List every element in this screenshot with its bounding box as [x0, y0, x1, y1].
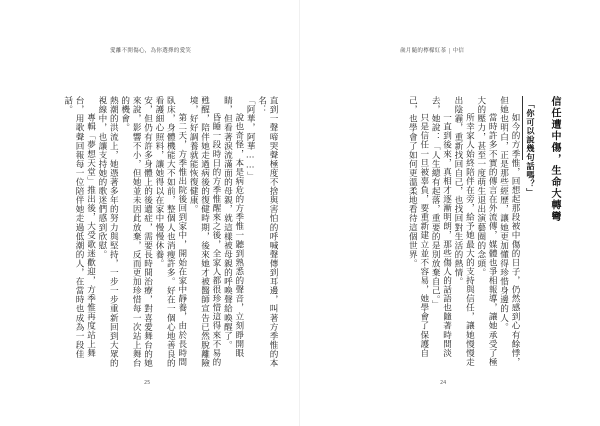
left-paragraph-8: 專輯「夢想天堂」推出後，大受歌迷歡迎，方季惟再度站上舞台，用歌聲回報每一位陪伴她走過低潮的人，在當時也成為一段佳話。 [62, 96, 96, 359]
right-paragraph-1: 如今的方季惟，回想起那段被中傷的日子，仍然感到心有餘悸，但她也明白，正是那些經歷，讓她更加懂得珍惜身邊的人。 [498, 96, 520, 367]
right-running-head-tag: 中信 [452, 48, 465, 54]
left-paragraph-4: 昏睡一段時日的方季惟醒來之後，全家人都很珍惜這得來不易的甦醒，陪伴她走過病後的復健時期，後來她才被醫師宣告已然脫離險境，好好調養就能恢復健康。 [188, 96, 221, 368]
right-paragraph-2: 當時許多不實的傳言在外流傳，媒體也爭相報導，讓她承受了極大的壓力，甚至一度萌生退出演藝圈的念頭。 [475, 96, 498, 367]
right-running-head-title: 歲月隨的檸檬紅茶 [400, 48, 447, 54]
left-page-number: 25 [144, 380, 151, 386]
right-page-number: 24 [440, 380, 447, 386]
left-body-text [56, 96, 278, 374]
section-title: 信任遭中傷，生命大轉彎 [549, 96, 560, 223]
right-paragraph-5: 只是信任一旦被辜負，要重新建立並不容易，她學會了保護自己，也學會了如何更溫柔地看待這個世界。 [407, 96, 429, 358]
left-paragraph-6: 安，但仍有許多身體上的後遺症，需要長時間治療，對喜愛舞台的她來說，影響不小，但她並未因此放棄，反而更加珍惜每一次站上舞台的機會。 [119, 96, 153, 368]
left-paragraph-2: 「阿華，阿華……」 [245, 96, 256, 181]
left-paragraph-3: 說也奇怪，本是病危的方季惟一聽到熟悉的聲音，立刻睜開眼睛，但看著淚流滿面的母親，就這樣被母親的呼喚聲給喚醒了。 [222, 96, 244, 358]
right-body-text [380, 96, 520, 374]
running-head-separator: | [448, 48, 451, 54]
left-running-head: 愛離不開傷心，為你選擇的愛笑 [110, 48, 192, 54]
right-page [300, 0, 600, 426]
question-heading: 「你可以說幾句話嗎？」 [526, 100, 536, 197]
right-paragraph-4: 一直到後來，真相才逐漸明朗，那些傷人的話語也隨著時間淡去，她說：「人生總有起落，重要的是別放棄自己。」 [430, 96, 452, 358]
left-paragraph-7: 熱潮的洪流上，她憑著多年的努力與堅持，一步一步重新回到大眾的視線中，也讓支持她的歌迷們感到欣慰。 [96, 96, 119, 368]
left-paragraph-5: 第二天，方季惟出院後回到家中，開始在家中靜養，由於長時間臥床，身體機能大不如前，整個人也消瘦許多。好在一個心地善良的看護細心照料，讓她得以在家中慢慢休養。 [153, 96, 187, 368]
left-paragraph-1: 直到一聲啼哭聲極度不捨與害怕的呼喊聲傳到耳邊，叫著方季惟的本名： [256, 96, 278, 368]
right-running-head [400, 46, 464, 54]
question-bar [522, 96, 524, 160]
right-paragraph-3: 所幸家人始終陪伴在旁，給予她最大的支持與信任，讓她慢慢走出陰霾，重新找回自己，也找回對生活的熱情。 [452, 96, 475, 367]
